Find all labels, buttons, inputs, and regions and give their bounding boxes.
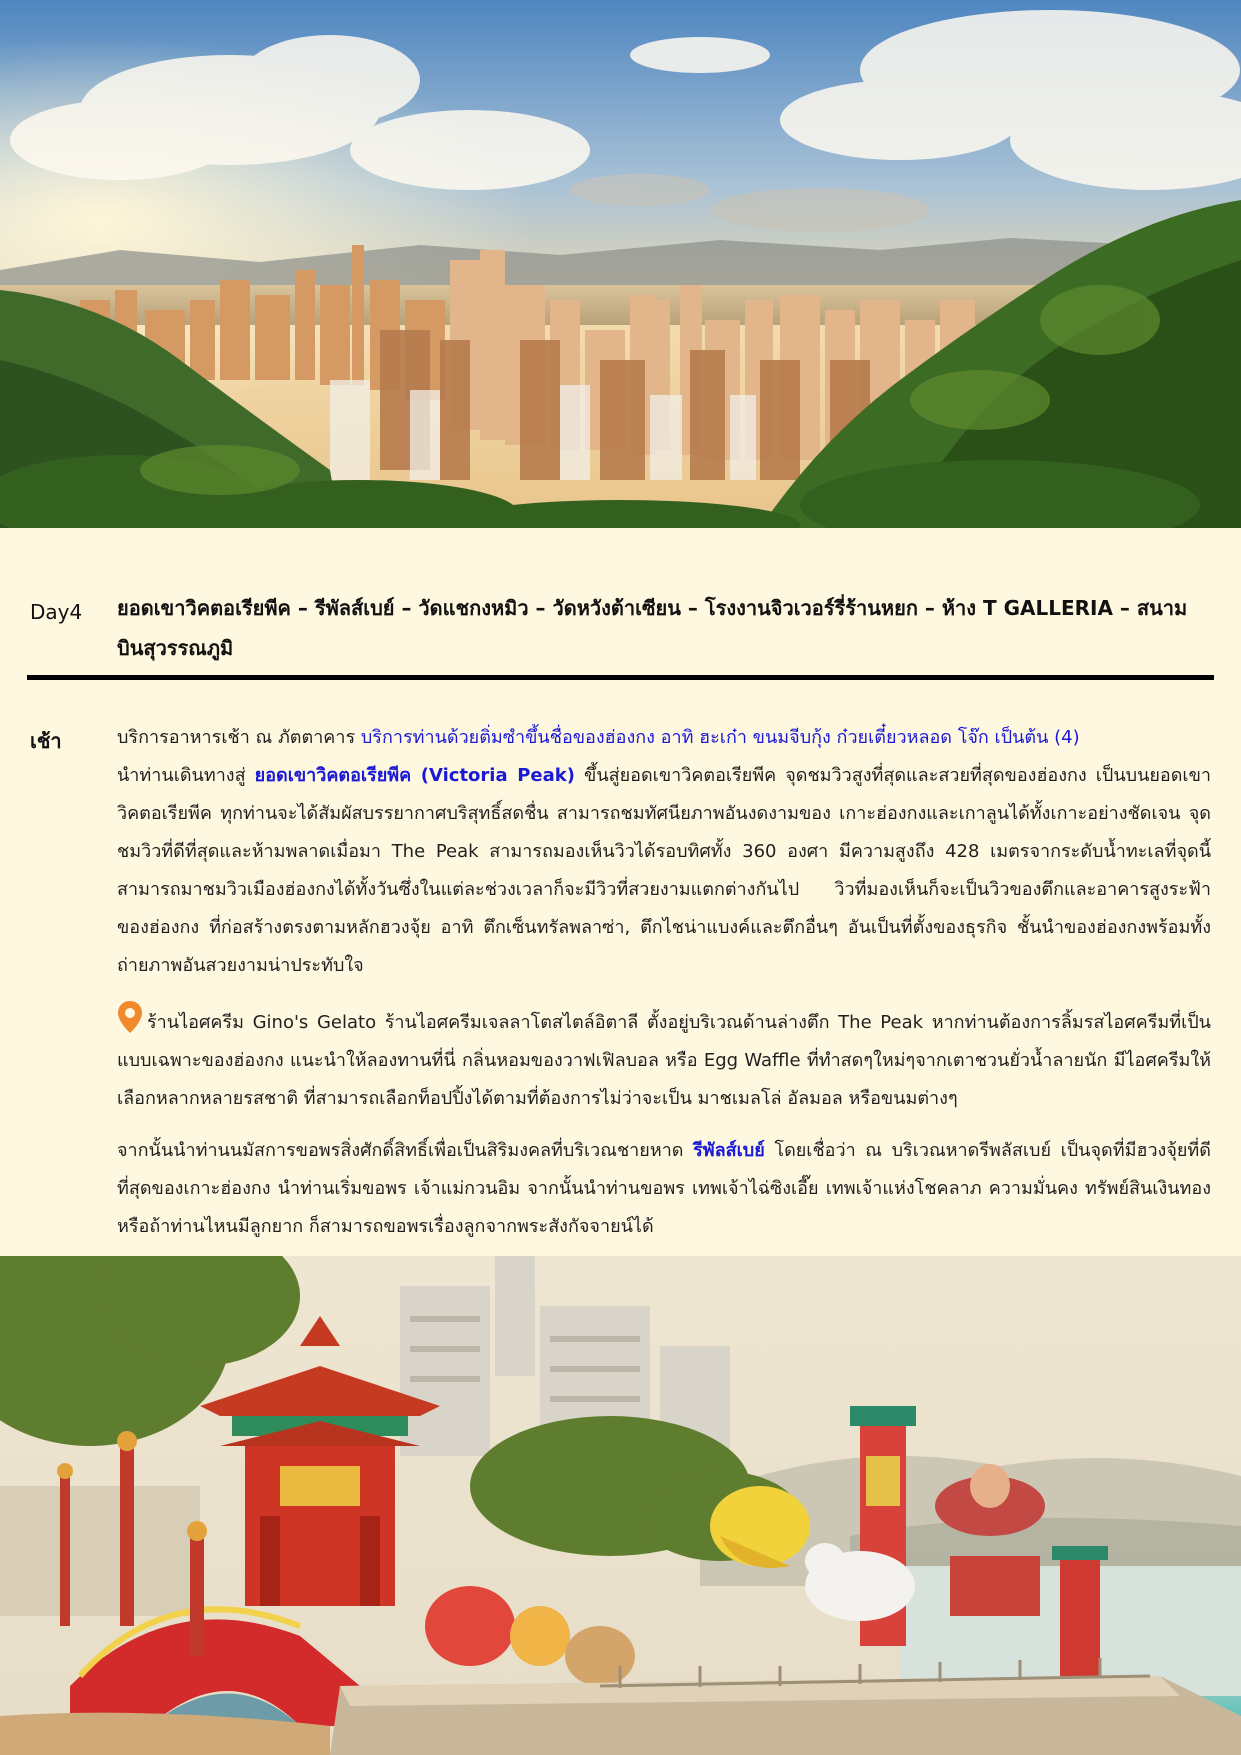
peak-description: ขึ้นสู่ยอดเขาวิคตอเรียพีค จุดชมวิวสูงที่สุดและสวยที่สุดของฮ่องกง เป็นบนยอดเขาวิคตอเรียพีค ทุกท่านจะได้สัมผัสบรรยากาศบริสุทธิ์สดชื่น สามารถชมทัศนียภาพอันงดงามของ เกาะฮ่องกงและเกาลูนได้ทั้งเกาะอย่างชัดเจน จุดชมวิวที่ดีที่สุดและห้ามพลาดเมื่อมา The Peak สามารถมองเห็นวิวได้รอบทิศทั้ง 360 องศา มีความสูงถึง 428 เมตรจากระดับน้ำทะเลที่จุดนี้สามารถมาชมวิวเมืองฮ่องกงได้ทั้งวันซึ่งในแต่ละช่วงเวลาก็จะมีวิวที่สวยงามแตกต่างกันไป วิวที่มองเห็นก็จะเป็นวิวของตึกและอาคารสูงระฟ้าของฮ่องกง ที่ก่อสร้างตรงตามหลักฮวงจุ้ย อาทิ ตึกเซ็นทรัลพลาซ่า, ตึกไชน่าแบงค์และตึกอื่นๆ อันเป็นที่ตั้งของธุรกิจ ชั้นนำของฮ่องกงพร้อมทั้งถ่ายภาพอันสวยงามน่าประทับใจ (117, 765, 1211, 976)
victoria-peak-highlight: ยอดเขาวิคตอเรียพีค (Victoria Peak) (254, 765, 575, 786)
peak-intro: นำท่านเดินทางสู่ (117, 765, 255, 786)
repulse-bay-highlight: รีพัลส์เบย์ (693, 1140, 765, 1161)
morning-paragraph (117, 719, 1211, 985)
repulse-bay-paragraph (117, 1132, 1211, 1246)
breakfast-highlight: บริการท่านด้วยติ่มซำขึ้นชื่อของฮ่องกง อาทิ ฮะเก๋า ขนมจีบกุ้ง ก๋วยเตี๋ยวหลอด โจ๊ก เป็นต้น (4) (360, 727, 1080, 748)
tip-paragraph (117, 1000, 1211, 1118)
day-divider (27, 675, 1214, 680)
hong-kong-skyline-photo (0, 0, 1241, 528)
breakfast-intro: บริการอาหารเช้า ณ ภัตตาคาร (117, 727, 361, 748)
day-label: Day4 (30, 600, 83, 624)
gelato-tip: ร้านไอศครีม Gino's Gelato ร้านไอศครีมเจลลาโตสไตล์อิตาลี ตั้งอยู่บริเวณด้านล่างตึก The Peak หากท่านต้องการลิ้มรสไอศครีมที่เป็นแบบเฉพาะของฮ่องกง แนะนำให้ลองทานที่นี่ กลิ่นหอมของวาฟเฟิลบอล หรือ Egg Waffle ที่ทำสดๆใหม่ๆจากเตาชวนยั่วน้ำลายนัก มีไอศครีมให้เลือกหลากหลายรสชาติ ที่สามารถเลือกท็อปปิ้งได้ตามที่ต้องการไม่ว่าจะเป็น มาชเมลโล่ อัลมอล หรือขนมต่างๆ (117, 1012, 1211, 1109)
day-title: ยอดเขาวิคตอเรียพีค – รีพัลส์เบย์ – วัดแชกงหมิว – วัดหวังต้าเซียน – โรงงานจิวเวอร์รี่ร้านหยก – ห้าง T GALLERIA – สนามบินสุวรรณภูมิ (117, 596, 1188, 660)
repulse-intro: จากนั้นนำท่านนมัสการขอพรสิ่งศักดิ์สิทธิ์เพื่อเป็นสิริมงคลที่บริเวณชายหาด (117, 1140, 694, 1161)
repulse-description: โดยเชื่อว่า ณ บริเวณหาดรีพลัสเบย์ เป็นจุดที่มีฮวงจุ้ยที่ดีที่สุดของเกาะฮ่องกง นำท่านเริ่มขอพร เจ้าแม่กวนอิม จากนั้นนำท่านขอพร เทพเจ้าไฉ่ซิงเอี๊ย เทพเจ้าแห่งโชคลาภ ความมั่นคง ทรัพย์สินเงินทอง หรือถ้าท่านไหนมีลูกยาก ก็สามารถขอพรเรื่องลูกจากพระสังกัจจายน์ได้ (117, 1140, 1211, 1237)
map-pin-icon (117, 1000, 143, 1034)
repulse-bay-temple-photo (0, 1256, 1241, 1755)
morning-label: เช้า (30, 729, 62, 753)
